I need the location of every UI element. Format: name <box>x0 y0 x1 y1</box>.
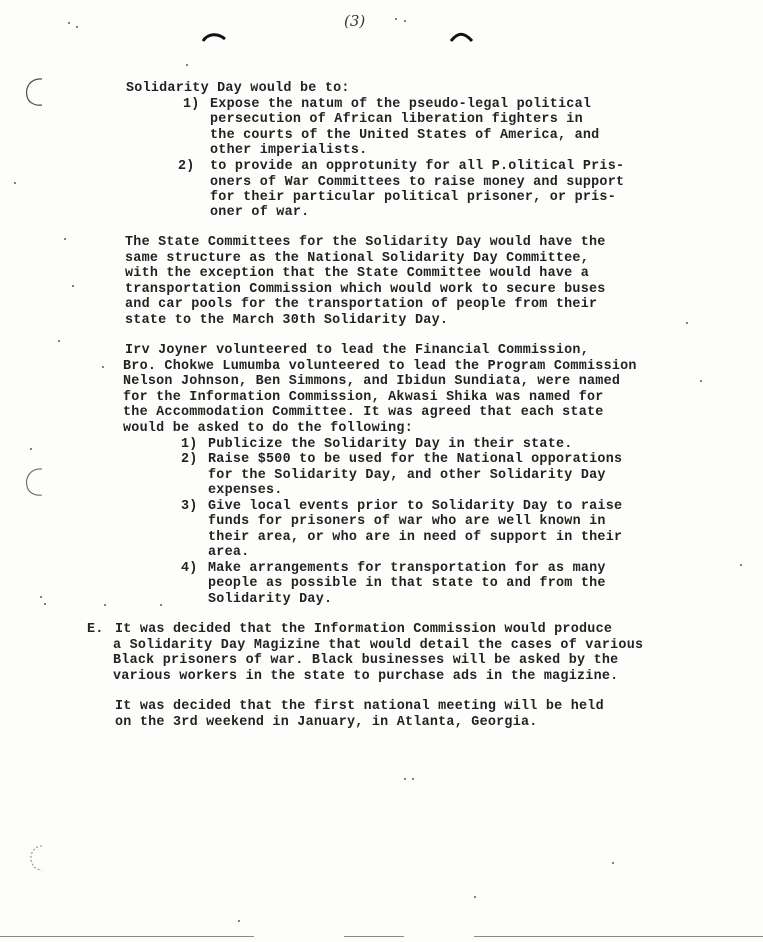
list-item-line: Make arrangements for transportation for as many <box>208 561 606 576</box>
punch-hole-mark-middle <box>22 466 48 500</box>
section-letter: E. <box>87 622 104 637</box>
list-item-line: funds for prisoners of war who are well known in <box>208 514 606 529</box>
list-item-number: 3) <box>181 499 198 514</box>
list-item-line: to provide an opprotunity for all P.olitical Pris- <box>210 159 625 174</box>
list-item-number: 2) <box>181 452 198 467</box>
list-item-number: 2) <box>178 159 195 174</box>
paragraph-line: Bro. Chokwe Lumumba volunteered to lead the Program Commission <box>123 359 637 374</box>
list-item-line: persecution of African liberation fighters in <box>210 112 583 127</box>
paragraph-line: It was decided that the Information Commission would produce <box>115 622 613 637</box>
list-item-number: 4) <box>181 561 198 576</box>
list-item-number: 1) <box>181 437 198 452</box>
paragraph-line: with the exception that the State Committee would have a <box>125 266 589 281</box>
list-item-line: Raise $500 to be used for the National opporations <box>208 452 623 467</box>
list-item-line: the courts of the United States of America, and <box>210 128 600 143</box>
paragraph-line: for the Information Commission, Akwasi Shika was named for <box>123 390 604 405</box>
punch-hole-mark-top <box>22 76 48 110</box>
paragraph-line: the Accommodation Committee. It was agreed that each state <box>123 405 604 420</box>
paragraph-line: Irv Joyner volunteered to lead the Financial Commission, <box>125 343 589 358</box>
paragraph-line: transportation Commission which would work to secure buses <box>125 282 606 297</box>
list-item-line: area. <box>208 545 250 560</box>
paragraph-line: same structure as the National Solidarity Day Committee, <box>125 251 589 266</box>
paragraph-line: It was decided that the first national meeting will be held <box>115 699 604 714</box>
scan-edge-line <box>474 936 763 937</box>
list-item-line: for the Solidarity Day, and other Solidarity Day <box>208 468 606 483</box>
scan-edge-line <box>344 936 404 937</box>
list-item-line: Solidarity Day. <box>208 592 333 607</box>
scan-edge-line <box>0 936 254 937</box>
list-item-line: Expose the natum of the pseudo-legal political <box>210 97 592 112</box>
paragraph-line: on the 3rd weekend in January, in Atlanta, Georgia. <box>115 715 538 730</box>
list-item-number: 1) <box>183 97 200 112</box>
list-item-line: for their particular political prisoner, or pris- <box>210 190 616 205</box>
list-item-line: other imperialists. <box>210 143 368 158</box>
punch-hole-mark-bottom <box>24 842 50 876</box>
scan-mark-right <box>448 30 476 44</box>
paragraph-line: would be asked to do the following: <box>123 421 413 436</box>
paragraph-line: Nelson Johnson, Ben Simmons, and Ibidun Sundiata, were named <box>123 374 621 389</box>
section-intro-lead: Solidarity Day would be to: <box>126 81 350 96</box>
paragraph-line: various workers in the state to purchase ads in the magizine. <box>113 669 619 684</box>
list-item-line: people as possible in that state to and from the <box>208 576 606 591</box>
list-item-line: oners of War Committees to raise money and support <box>210 175 625 190</box>
list-item-line: Publicize the Solidarity Day in their state. <box>208 437 573 452</box>
paragraph-line: Black prisoners of war. Black businesses will be asked by the <box>113 653 619 668</box>
paragraph-line: and car pools for the transportation of people from their <box>125 297 598 312</box>
paragraph-line: state to the March 30th Solidarity Day. <box>125 313 449 328</box>
list-item-line: Give local events prior to Solidarity Day to raise <box>208 499 623 514</box>
list-item-line: oner of war. <box>210 205 310 220</box>
list-item-line: their area, or who are in need of support in their <box>208 530 623 545</box>
page-number: (3) <box>344 12 366 30</box>
list-item-line: expenses. <box>208 483 283 498</box>
paragraph-line: a Solidarity Day Magizine that would detail the cases of various <box>113 638 644 653</box>
paragraph-line: The State Committees for the Solidarity Day would have the <box>125 235 606 250</box>
scan-mark-left <box>200 30 228 44</box>
